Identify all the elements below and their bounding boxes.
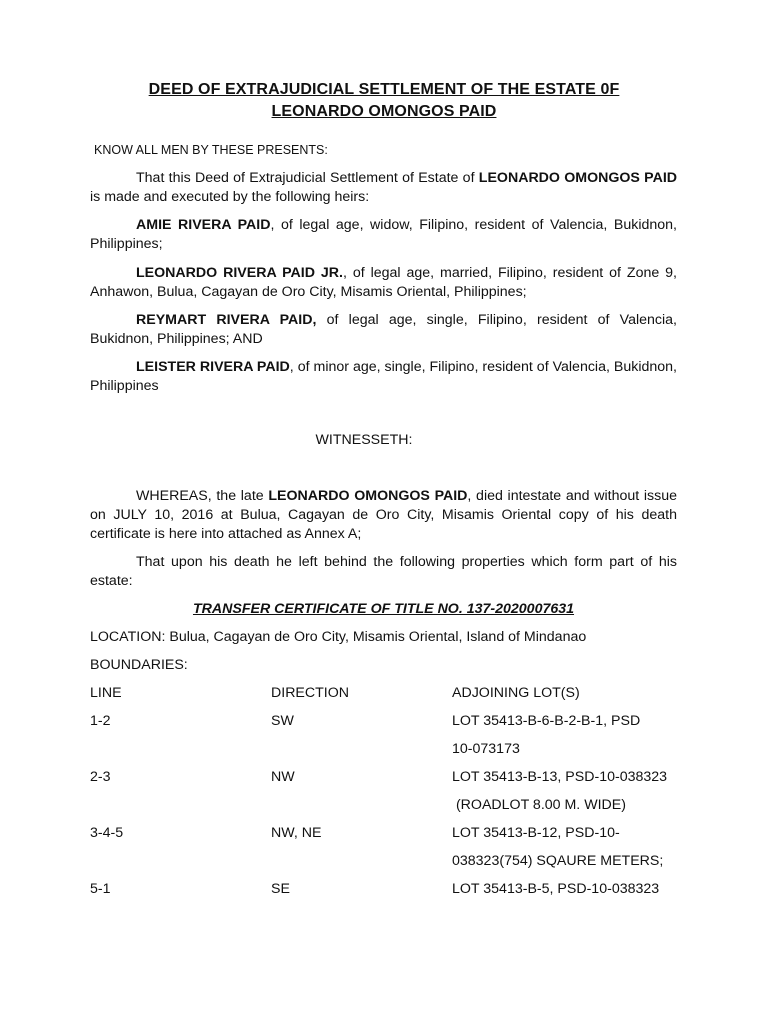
whereas-text-before: WHEREAS, the late	[136, 488, 269, 504]
heir-paragraph	[90, 216, 677, 254]
row-direction: NW	[271, 769, 295, 785]
heir-details: , of legal age, widow, Filipino, resident of Valencia, Bukidnon, Philippines;	[90, 217, 677, 252]
row-line: 1-2	[90, 713, 111, 729]
document-title-line-1: DEED OF EXTRAJUDICIAL SETTLEMENT OF THE ESTATE 0F	[148, 81, 620, 98]
heir-name: REYMART RIVERA PAID,	[136, 312, 317, 328]
table-header-line: LINE	[90, 685, 122, 701]
row-direction: SW	[271, 713, 294, 729]
row-adjoining: LOT 35413-B-12, PSD-10-	[452, 825, 620, 841]
tct-heading: TRANSFER CERTIFICATE OF TITLE NO. 137-2020007631	[192, 601, 575, 617]
heir-paragraph	[90, 311, 677, 349]
row-adjoining-cont: 038323(754) SQAURE METERS;	[452, 853, 664, 869]
row-direction: NW, NE	[271, 825, 322, 841]
intro-text-after: is made and executed by the following heirs:	[90, 189, 370, 205]
row-line: 3-4-5	[90, 825, 124, 841]
heir-details: , of minor age, single, Filipino, resident of Valencia, Bukidnon, Philippines	[90, 359, 677, 394]
decedent-name: LEONARDO OMONGOS PAID	[268, 488, 468, 504]
row-adjoining: LOT 35413-B-13, PSD-10-038323	[452, 769, 668, 785]
row-direction: SE	[271, 881, 290, 897]
heir-paragraph	[90, 264, 677, 302]
intro-paragraph	[90, 169, 677, 207]
witnesseth-heading: WITNESSETH:	[315, 432, 413, 448]
row-adjoining: LOT 35413-B-6-B-2-B-1, PSD	[452, 713, 641, 729]
heir-details: , of legal age, married, Filipino, resident of Zone 9, Anhawon, Bulua, Cagayan de Oro City, Misamis Oriental, Philippines;	[90, 265, 677, 300]
properties-intro-paragraph: That upon his death he left behind the following properties which form part of his estate:	[90, 554, 677, 589]
whereas-paragraph	[90, 487, 677, 544]
table-header-direction: DIRECTION	[271, 685, 350, 701]
know-all-men-heading: KNOW ALL MEN BY THESE PRESENTS:	[94, 143, 328, 157]
row-line: 2-3	[90, 769, 111, 785]
decedent-name: LEONARDO OMONGOS PAID	[478, 170, 678, 186]
row-adjoining-cont: 10-073173	[452, 741, 520, 757]
heir-name: AMIE RIVERA PAID	[136, 217, 271, 233]
heir-name: LEISTER RIVERA PAID	[136, 359, 290, 375]
heir-details: of legal age, single, Filipino, resident of Valencia, Bukidnon, Philippines; AND	[90, 312, 677, 347]
heir-paragraph	[90, 358, 677, 396]
row-adjoining-cont: (ROADLOT 8.00 M. WIDE)	[452, 797, 626, 813]
heir-name: LEONARDO RIVERA PAID JR.	[136, 265, 343, 281]
row-line: 5-1	[90, 881, 111, 897]
boundaries-label: BOUNDARIES:	[90, 657, 188, 673]
whereas-text-after: , died intestate and without issue on JULY 10, 2016 at Bulua, Cagayan de Oro City, Misamis Oriental copy of his death certificate is here into attached as Annex A;	[90, 488, 677, 542]
location-line: LOCATION: Bulua, Cagayan de Oro City, Misamis Oriental, Island of Mindanao	[90, 629, 587, 645]
row-adjoining: LOT 35413-B-5, PSD-10-038323	[452, 881, 660, 897]
document-title-line-2: LEONARDO OMONGOS PAID	[271, 103, 497, 120]
table-header-adjoining: ADJOINING LOT(S)	[452, 685, 580, 701]
intro-text-before: That this Deed of Extrajudicial Settlement of Estate of	[136, 170, 479, 186]
